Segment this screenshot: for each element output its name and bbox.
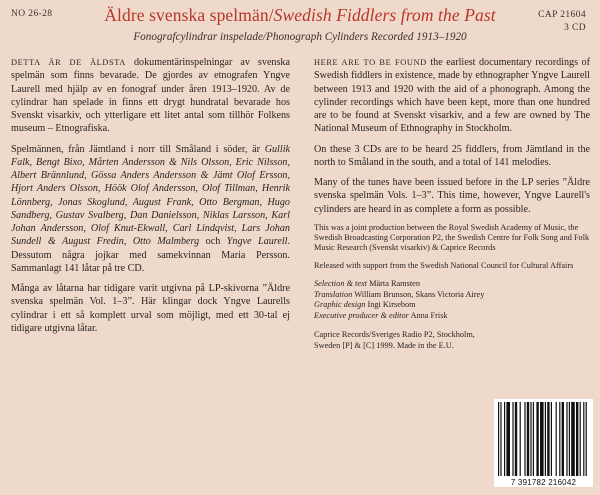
sv-och: och bbox=[199, 236, 227, 248]
en-paragraph-intro bbox=[314, 56, 590, 136]
sv-fiddlers-tail: . Dessutom några jojkar med samekvinnan Maria Persson. Sammanlagt 141 låtar på tre CD. bbox=[11, 236, 290, 274]
joint-production-note: This was a joint production between the Royal Swedish Academy of Music, the Swedish Broadcasting Corporation P2, the Swedish Centre for Folk Song and Folk Music Research (Svenskt visarkiv) & Caprice Records bbox=[314, 222, 590, 253]
credit-role: Graphic design bbox=[314, 300, 366, 310]
english-text-column bbox=[314, 56, 590, 352]
credit-name: Anna Frisk bbox=[408, 310, 448, 320]
catalog-number-right: CAP 21604 bbox=[538, 10, 586, 20]
credit-row bbox=[314, 300, 590, 311]
title-english: Swedish Fiddlers from the Past bbox=[273, 5, 496, 25]
sv-lead-caps: DETTA ÄR DE ÄLDSTA bbox=[11, 58, 126, 67]
en-paragraph-cds: On these 3 CDs are to be heard 25 fiddlers, from Jämtland in the north to Småland in the south, and a total of 141 melodies. bbox=[314, 143, 590, 168]
credit-name: Ingi Kirsebom bbox=[365, 300, 416, 310]
en-paragraph-lp: Many of the tunes have been issued before in the LP series ”Äldre svenska spelmän Vols. 1–3”. This time, however, Yngve Laurell's cylinders are heard in as complete a form as possible. bbox=[314, 177, 590, 215]
copyright-line-2: Sweden [P] & [C] 1999. Made in the E.U. bbox=[314, 340, 454, 350]
credit-name: Märta Ramsten bbox=[367, 278, 420, 288]
album-subtitle: Fonografcylindrar inspelade/Phonograph Cylinders Recorded 1913–1920 bbox=[133, 31, 467, 43]
support-note: Released with support from the Swedish National Council for Cultural Affairs bbox=[314, 260, 574, 270]
credit-row bbox=[314, 279, 590, 290]
barcode bbox=[494, 399, 593, 487]
sv-paragraph-lp: Många av låtarna har tidigare varit utgivna på LP-skivorna ”Äldre svenska spelmän Vol. 1–3”. Här klingar dock Yngve Laurells cylindrar i ett så komplett urval som möjligt, med ett 30-tal ej tidigare utgivna låtar. bbox=[11, 283, 290, 334]
sv-paragraph-intro bbox=[11, 56, 290, 136]
credit-row bbox=[314, 311, 590, 322]
barcode-number: 7 391782 216042 bbox=[494, 478, 593, 487]
sv-intro-text: dokumentärinspelningar av svenska spelmän som finns bevarade. De gjordes av etnografen Yngve Laurell med hjälp av en fonograf under åren 1913–1920. Av de cylindrar han spelade in finns ett drygt hundratal bevarade hos Svenskt visarkiv, och ytterligare ett litet antal som tillhör Folkens museum – Etnografiska. bbox=[11, 57, 290, 135]
catalog-number-left: NO 26-28 bbox=[11, 9, 53, 19]
credit-role: Executive producer & editor bbox=[314, 310, 409, 320]
en-intro-text: the earliest documentary recordings of Swedish fiddlers in existence, made by ethnographer Yngve Laurell between 1913 and 1920 with the aid of a phonograph. Among the cylinder recordings which have been kept, more than one hundred are to be found at Svenskt visarkiv, and a few are owned by The National Museum of Ethnography in Stockholm. bbox=[314, 57, 590, 135]
disc-count: 3 CD bbox=[564, 23, 586, 33]
credit-name: William Brunson, Skans Victoria Airey bbox=[352, 289, 485, 299]
swedish-text-column bbox=[11, 56, 290, 342]
credit-role: Selection & text bbox=[314, 278, 367, 288]
credits-block bbox=[314, 279, 590, 321]
sv-paragraph-fiddlers bbox=[11, 143, 290, 276]
copyright-line-1: Caprice Records/Sveriges Radio P2, Stockholm, bbox=[314, 330, 475, 340]
sv-fiddlers-lead: Spelmännen, från Jämtland i norr till Småland i söder, är bbox=[11, 143, 265, 155]
sv-fiddler-names: Gullik Falk, Bengt Bixo, Mårten Andersson & Nils Olsson, Eric Nilsson, Albert Brännlund, Gössa Anders Andersson & Jämt Olof Ersson, Hjort Anders Olsson, Höök Olof Andersson, Olof Tillman, Henrik Lönnberg, Jonas Skoglund, August Frank, Otto Bergman, Hugo Sandberg, Gustav Svalberg, Dan Danielsson, Niklas Larsson, Karl Johan Andersson, Olof Knut-Ekwall, Carl Lindqvist, Lars Johan Sundell & August Fredin, Otto Malmberg bbox=[11, 143, 290, 248]
credit-row bbox=[314, 290, 590, 301]
album-title bbox=[0, 5, 600, 26]
sv-last-fiddler: Yngve Laurell bbox=[226, 236, 288, 248]
copyright-block bbox=[314, 330, 590, 351]
title-swedish: Äldre svenska spelmän bbox=[104, 5, 269, 25]
title-separator: / bbox=[268, 5, 274, 25]
credit-role: Translation bbox=[314, 289, 353, 299]
en-lead-caps: HERE ARE TO BE FOUND bbox=[314, 58, 427, 67]
barcode-bars bbox=[494, 399, 593, 487]
